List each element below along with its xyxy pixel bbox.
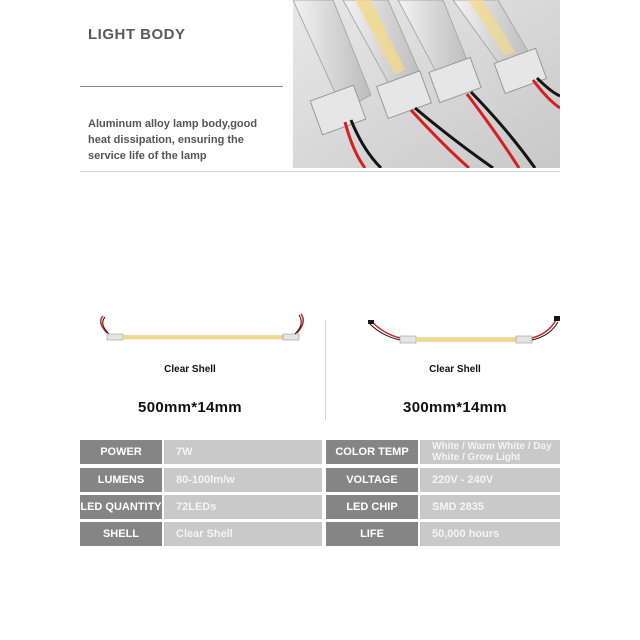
spec-key-shell: SHELL bbox=[80, 522, 162, 546]
strip-light-300mm bbox=[364, 312, 564, 348]
product-size-left: 500mm*14mm bbox=[138, 399, 242, 416]
spec-value-voltage: 220V - 240V bbox=[420, 468, 560, 492]
spec-key-life: LIFE bbox=[326, 522, 418, 546]
spec-value-led-chip: SMD 2835 bbox=[420, 495, 560, 519]
lamp-closeup-photo bbox=[293, 0, 560, 168]
strip-light-500mm bbox=[95, 308, 310, 348]
spec-value-power: 7W bbox=[164, 440, 322, 464]
section-description: Aluminum alloy lamp body,good heat dissipation, ensuring the service life of the lamp bbox=[88, 118, 258, 162]
spec-key-voltage: VOLTAGE bbox=[326, 468, 418, 492]
section-divider bbox=[80, 171, 560, 172]
spec-key-color-temp: COLOR TEMP bbox=[326, 440, 418, 464]
spec-key-lumens: LUMENS bbox=[80, 468, 162, 492]
product-divider bbox=[325, 320, 326, 420]
spec-key-power: POWER bbox=[80, 440, 162, 464]
spec-key-led-chip: LED CHIP bbox=[326, 495, 418, 519]
spec-value-life: 50,000 hours bbox=[420, 522, 560, 546]
spec-value-shell: Clear Shell bbox=[164, 522, 322, 546]
product-label-right: Clear Shell bbox=[429, 364, 481, 375]
light-body-section bbox=[80, 0, 560, 170]
spec-key-led-quantity: LED QUANTITY bbox=[80, 495, 162, 519]
spec-value-lumens: 80-100lm/w bbox=[164, 468, 322, 492]
spec-value-led-quantity: 72LEDs bbox=[164, 495, 322, 519]
section-title: LIGHT BODY bbox=[88, 26, 186, 43]
spec-value-color-temp: White / Warm White / Day White / Grow Light bbox=[420, 440, 560, 464]
product-size-right: 300mm*14mm bbox=[403, 399, 507, 416]
title-divider bbox=[80, 86, 283, 87]
product-label-left: Clear Shell bbox=[164, 364, 216, 375]
